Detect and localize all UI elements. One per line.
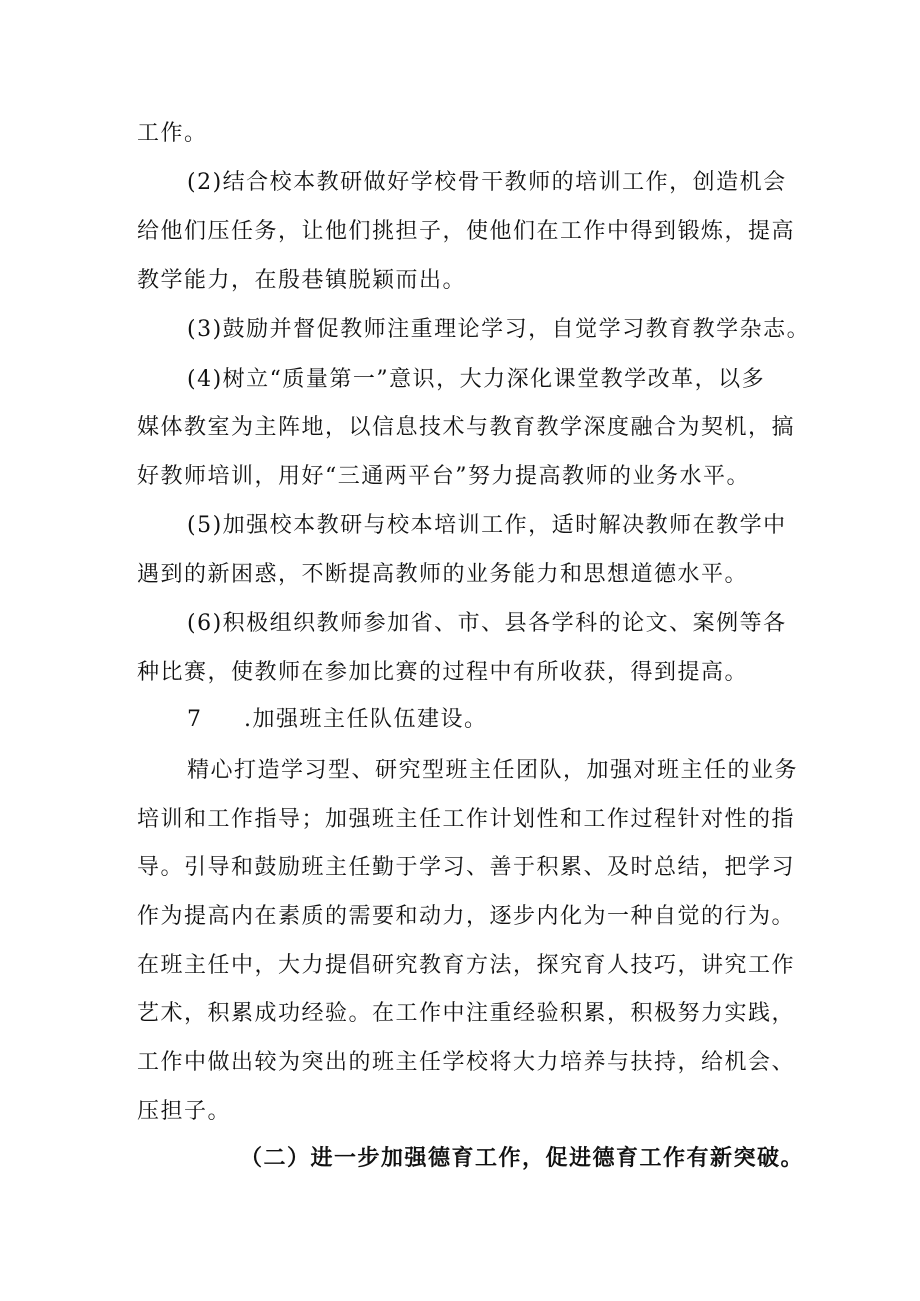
text-line: (2)结合校本教研做好学校骨干教师的培训工作，创造机会 (187, 170, 787, 195)
text-line: 种比赛，使教师在参加比赛的过程中有所收获，得到提高。 (137, 660, 749, 685)
text-line: 精心打造学习型、研究型班主任团队，加强对班主任的业务 (187, 758, 799, 783)
text-line: 艺术，积累成功经验。在工作中注重经验积累，积极努力实践， (137, 1001, 796, 1026)
text-line: 教学能力，在殷巷镇脱颖而出。 (137, 268, 467, 293)
text-line: (3)鼓励并督促教师注重理论学习，自觉学习教育教学杂志。 (187, 317, 811, 342)
text-line: (6)积极组织教师参加省、市、县各学科的论文、案例等各 (187, 611, 787, 636)
text-line: 在班主任中，大力提倡研究教育方法，探究育人技巧，讲究工作 (137, 953, 796, 978)
text-line: 好教师培训，用好“三通两平台”努力提高教师的业务水平。 (137, 464, 750, 489)
section-heading: （二）进一步加强德育工作，促进德育工作有新突破。 (240, 1145, 805, 1171)
text-line: 导。引导和鼓励班主任勤于学习、善于积累、及时总结，把学习 (137, 855, 796, 880)
text-line: 媒体教室为主阵地，以信息技术与教育教学深度融合为契机，搞 (137, 415, 796, 440)
text-line: 工作中做出较为突出的班主任学校将大力培养与扶持，给机会、 (137, 1050, 796, 1075)
text-line: 遇到的新困惑，不断提高教师的业务能力和思想道德水平。 (137, 562, 749, 587)
text-line: 压担子。 (137, 1099, 232, 1124)
text-line: (5)加强校本教研与校本培训工作，适时解决教师在教学中 (187, 513, 787, 538)
text-line: 作为提高内在素质的需要和动力，逐步内化为一种自觉的行为。 (137, 904, 796, 929)
section-title: .加强班主任队伍建设。 (244, 707, 488, 732)
section-number: 7 (187, 707, 201, 732)
text-line: (4)树立“质量第一”意识，大力深化课堂教学改革，以多 (187, 367, 766, 392)
text-line: 培训和工作指导；加强班主任工作计划性和工作过程针对性的指 (137, 807, 796, 832)
text-line: 工作。 (137, 121, 208, 146)
text-line: 给他们压任务，让他们挑担子，使他们在工作中得到锻炼，提高 (137, 219, 796, 244)
